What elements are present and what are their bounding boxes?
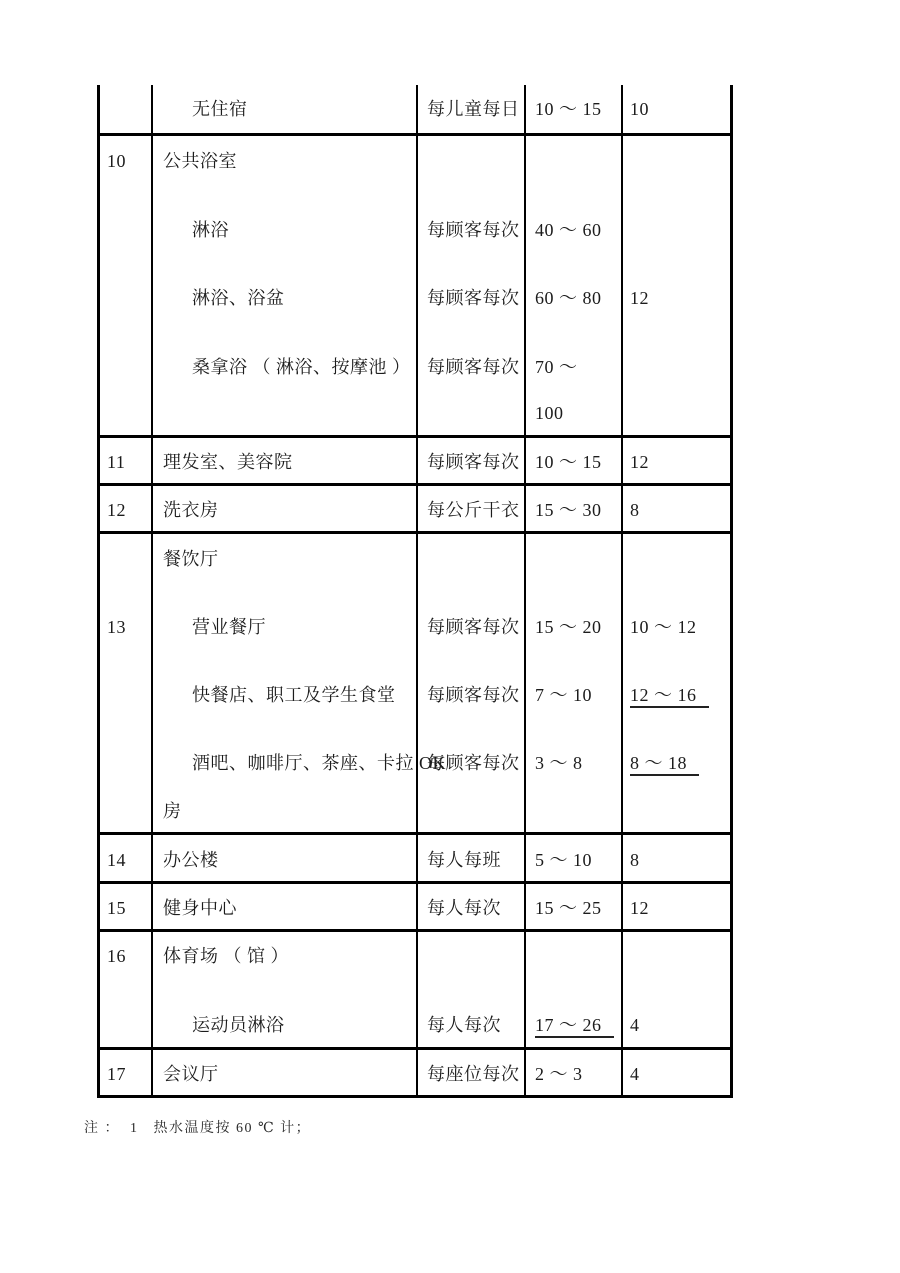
- table-note: 注 ： 1 热水温度按 60 ℃ 计；: [84, 1121, 312, 1136]
- category-name: 健身中心: [163, 898, 237, 918]
- category-name: 淋浴、浴盆: [192, 288, 285, 308]
- usage-range: 40 ～ 60: [535, 220, 602, 240]
- table-cell: [416, 438, 524, 483]
- usage-range: [535, 1013, 614, 1037]
- table-cell: [524, 835, 621, 881]
- category-name: 房: [163, 801, 182, 821]
- category-name: 体育场 （ 馆 ）: [163, 946, 289, 966]
- table-cell: [100, 835, 151, 881]
- usage-value: 10: [630, 99, 649, 119]
- unit-label: 每人每次: [427, 898, 501, 918]
- table-cell: [524, 85, 621, 133]
- usage-value: 12: [630, 452, 649, 472]
- row-number: 11: [107, 452, 126, 472]
- table-cell: [416, 884, 524, 929]
- usage-range: 60 ～ 80: [535, 288, 602, 308]
- usage-value-underlined: 12 ～ 16: [630, 685, 709, 708]
- row-number: 12: [107, 500, 126, 520]
- table-cell: [100, 932, 151, 1047]
- table-cell: [151, 1050, 416, 1095]
- row-number: 13: [107, 617, 126, 637]
- row-number: 17: [107, 1064, 126, 1084]
- table-cell: [151, 486, 416, 531]
- table-cell: [524, 1050, 621, 1095]
- unit-label: 每顾客每次: [427, 452, 520, 472]
- usage-range: 2 ～ 3: [535, 1064, 583, 1084]
- usage-value: [630, 751, 699, 775]
- unit-label: 每顾客每次: [427, 288, 520, 308]
- table-cell: [151, 438, 416, 483]
- usage-value: 4: [630, 1064, 640, 1084]
- table-cell: [100, 534, 151, 832]
- usage-value: 12: [630, 288, 649, 308]
- table-cell: [151, 884, 416, 929]
- usage-range: 15 ～ 30: [535, 500, 602, 520]
- usage-range: 3 ～ 8: [535, 753, 583, 773]
- table-cell: [621, 1050, 730, 1095]
- table-cell: [151, 136, 416, 435]
- table-cell: [100, 136, 151, 435]
- table-cell: [621, 835, 730, 881]
- table-cell: [416, 1050, 524, 1095]
- usage-range: 70 ～: [535, 357, 578, 377]
- usage-value: [630, 683, 709, 707]
- category-name: 理发室、美容院: [163, 452, 293, 472]
- category-name: 桑拿浴 （ 淋浴、按摩池 ）: [192, 357, 411, 377]
- unit-label: 每顾客每次: [427, 357, 520, 377]
- table-cell: [151, 534, 446, 832]
- table-row: [100, 435, 730, 483]
- table-row: [100, 85, 730, 133]
- usage-value: 4: [630, 1015, 640, 1035]
- usage-range: 100: [535, 403, 564, 423]
- table-cell: [524, 932, 621, 1047]
- table-row: [100, 483, 730, 531]
- table-cell: [524, 534, 621, 832]
- category-name: 酒吧、咖啡厅、茶座、卡拉 OK: [192, 753, 446, 773]
- usage-range: 15 ～ 25: [535, 898, 602, 918]
- row-number: 14: [107, 850, 126, 870]
- usage-value: 10 ～ 12: [630, 617, 697, 637]
- table-cell: [100, 438, 151, 483]
- table-cell: [524, 136, 621, 435]
- row-number: 16: [107, 946, 126, 966]
- table-cell: [621, 534, 730, 832]
- category-name: 餐饮厅: [163, 549, 219, 569]
- category-name: 洗衣房: [163, 500, 219, 520]
- table-cell: [151, 85, 416, 133]
- table-cell: [416, 534, 524, 832]
- table-cell: [416, 136, 524, 435]
- hot-water-quota-table: [97, 85, 733, 1098]
- unit-label: 每儿童每日: [427, 99, 520, 119]
- table-cell: [621, 932, 730, 1047]
- usage-value-underlined: 8 ～ 18: [630, 753, 699, 776]
- table-cell: [416, 835, 524, 881]
- table-cell: [100, 85, 151, 133]
- category-name: 运动员淋浴: [192, 1015, 285, 1035]
- unit-label: 每人每次: [427, 1015, 501, 1035]
- usage-value: 8: [630, 850, 640, 870]
- usage-range-underlined: 17 ～ 26: [535, 1015, 614, 1038]
- usage-range: 10 ～ 15: [535, 452, 602, 472]
- unit-label: 每公斤干衣: [427, 500, 520, 520]
- category-name: 淋浴: [192, 220, 229, 240]
- table-cell: [621, 438, 730, 483]
- category-name: 营业餐厅: [192, 617, 266, 637]
- table-row: [100, 1047, 730, 1095]
- table-cell: [621, 486, 730, 531]
- table-cell: [416, 486, 524, 531]
- table-row: [100, 881, 730, 929]
- table-cell: [621, 136, 730, 435]
- unit-label: 每顾客每次: [427, 685, 520, 705]
- table-cell: [524, 438, 621, 483]
- table-row: [100, 832, 730, 881]
- category-name: 会议厅: [163, 1064, 219, 1084]
- unit-label: 每顾客每次: [427, 753, 520, 773]
- usage-range: 5 ～ 10: [535, 850, 592, 870]
- usage-range: 15 ～ 20: [535, 617, 602, 637]
- unit-label: 每座位每次: [427, 1064, 520, 1084]
- usage-range: 7 ～ 10: [535, 685, 592, 705]
- unit-label: 每顾客每次: [427, 220, 520, 240]
- table-row: [100, 929, 730, 1047]
- row-number: 10: [107, 151, 126, 171]
- table-row: [100, 133, 730, 435]
- table-cell: [100, 1050, 151, 1095]
- usage-value: 12: [630, 898, 649, 918]
- table-cell: [524, 486, 621, 531]
- usage-range: 10 ～ 15: [535, 99, 602, 119]
- usage-value: 8: [630, 500, 640, 520]
- row-number: 15: [107, 898, 126, 918]
- table-cell: [151, 835, 416, 881]
- table-row: [100, 531, 730, 832]
- category-name: 无住宿: [192, 99, 248, 119]
- category-name: 公共浴室: [163, 151, 237, 171]
- category-name: 办公楼: [163, 850, 219, 870]
- table-cell: [100, 884, 151, 929]
- table-cell: [621, 85, 730, 133]
- table-cell: [416, 85, 524, 133]
- table-cell: [524, 884, 621, 929]
- unit-label: 每顾客每次: [427, 617, 520, 637]
- category-name: 快餐店、职工及学生食堂: [192, 685, 396, 705]
- table-cell: [100, 486, 151, 531]
- table-cell: [621, 884, 730, 929]
- table-cell: [416, 932, 524, 1047]
- unit-label: 每人每班: [427, 850, 501, 870]
- table-cell: [151, 932, 416, 1047]
